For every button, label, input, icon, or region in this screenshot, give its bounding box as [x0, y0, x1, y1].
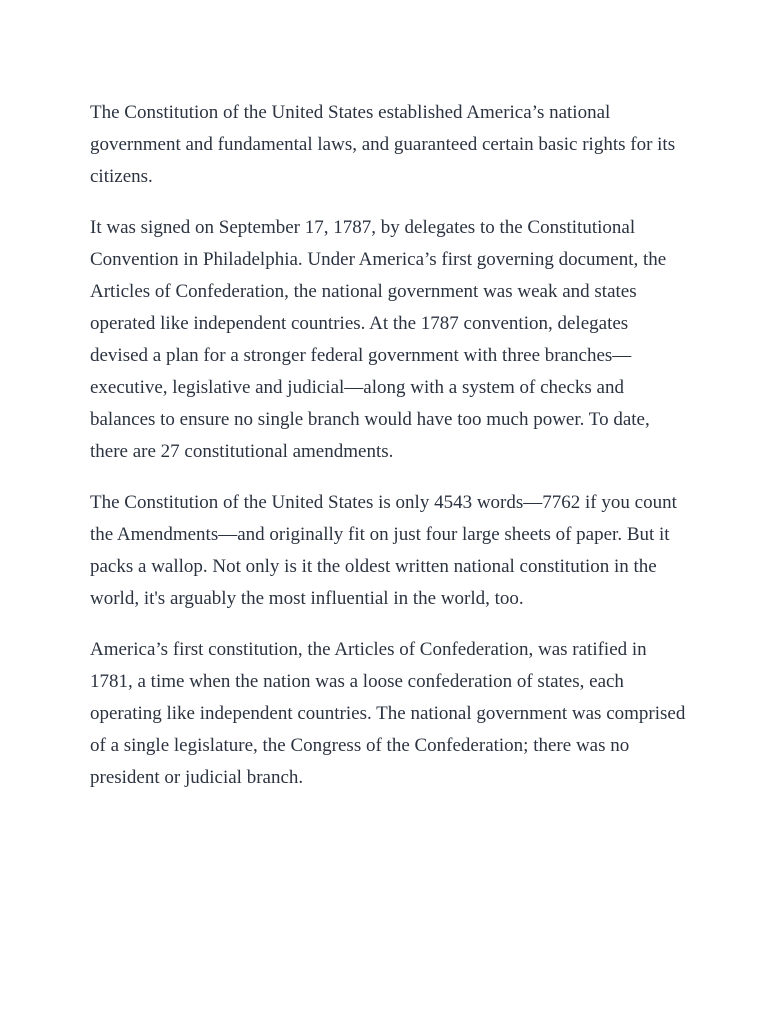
- document-body: [90, 97, 690, 813]
- paragraph-intro: The Constitution of the United States established America’s national government and fundamental laws, and guaranteed certain basic rights for its citizens.: [90, 102, 676, 187]
- paragraph-articles: America’s first constitution, the Articles of Confederation, was ratified in 1781, a time when the nation was a loose confederation of states, each operating like independent countries. The national government was comprised of a single legislature, the Congress of the Confederation; there was no president or judicial branch.: [90, 639, 686, 788]
- paragraph-word-count: The Constitution of the United States is only 4543 words—7762 if you count the Amendments—and originally fit on just four large sheets of paper. But it packs a wallop. Not only is it the oldest written national constitution in the world, it's arguably the most influential in the world, too.: [90, 492, 677, 609]
- paragraph-signing: It was signed on September 17, 1787, by delegates to the Constitutional Convention in Philadelphia. Under America’s first governing document, the Articles of Confederation, the national government was weak and states operated like independent countries. At the 1787 convention, delegates devised a plan for a stronger federal government with three branches—executive, legislative and judicial—along with a system of checks and balances to ensure no single branch would have too much power. To date, there are 27 constitutional amendments.: [90, 217, 667, 462]
